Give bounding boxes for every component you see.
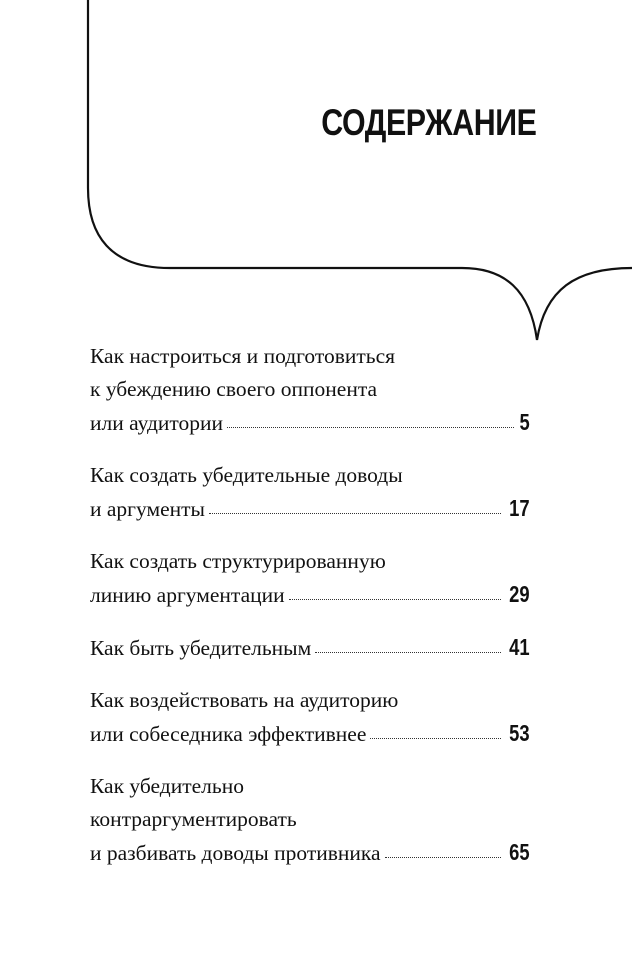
toc-entry bbox=[90, 340, 530, 439]
table-of-contents bbox=[90, 340, 530, 889]
toc-entry-text: Как воздействовать на аудиторию bbox=[90, 688, 399, 712]
toc-entry-text: Как создать структурированную bbox=[90, 549, 386, 573]
toc-entry bbox=[90, 684, 530, 750]
toc-entry bbox=[90, 459, 530, 525]
toc-entry-text: и аргументы bbox=[90, 497, 205, 521]
dot-leader bbox=[315, 652, 501, 653]
toc-entry-line bbox=[90, 545, 530, 578]
toc-entry-last-line bbox=[90, 717, 530, 750]
toc-entry-text: к убеждению своего оппонента bbox=[90, 377, 378, 401]
dot-leader bbox=[289, 599, 502, 600]
toc-entry-line bbox=[90, 373, 530, 406]
page-number: 65 bbox=[509, 839, 530, 865]
toc-entry-last-line bbox=[90, 631, 530, 664]
dot-leader bbox=[385, 857, 502, 858]
toc-entry bbox=[90, 545, 530, 611]
toc-entry-text: или аудитории bbox=[90, 411, 224, 435]
toc-entry-last-line bbox=[90, 836, 530, 869]
toc-entry-line bbox=[90, 684, 530, 717]
toc-entry-line bbox=[90, 770, 530, 803]
toc-entry-last-line bbox=[90, 406, 530, 439]
toc-entry-text: контраргументировать bbox=[90, 807, 297, 831]
toc-entry-text: Как быть убедительным bbox=[90, 636, 312, 660]
toc-entry-text: или собеседника эффективнее bbox=[90, 722, 367, 746]
dot-leader bbox=[227, 427, 514, 428]
toc-entry-text: линию аргументации bbox=[90, 583, 285, 607]
speech-bubble-frame bbox=[0, 0, 632, 360]
toc-entry-text: Как создать убедительные доводы bbox=[90, 463, 403, 487]
toc-entry-text: и разбивать доводы противника bbox=[90, 841, 381, 865]
toc-entry-last-line bbox=[90, 492, 530, 525]
toc-entry bbox=[90, 631, 530, 664]
dot-leader bbox=[370, 738, 501, 739]
toc-entry bbox=[90, 770, 530, 869]
toc-entry-line bbox=[90, 340, 530, 373]
toc-entry-text: Как настроиться и подготовиться bbox=[90, 344, 396, 368]
toc-entry-last-line bbox=[90, 578, 530, 611]
toc-entry-line bbox=[90, 459, 530, 492]
page-number: 5 bbox=[519, 409, 530, 435]
toc-entry-text: Как убедительно bbox=[90, 774, 244, 798]
toc-entry-line bbox=[90, 803, 530, 836]
dot-leader bbox=[209, 513, 501, 514]
page-title: СОДЕРЖАНИЕ bbox=[320, 102, 536, 143]
page-number: 53 bbox=[509, 720, 530, 746]
page-number: 41 bbox=[509, 634, 530, 660]
page-number: 29 bbox=[509, 581, 530, 607]
page-number: 17 bbox=[509, 495, 530, 521]
